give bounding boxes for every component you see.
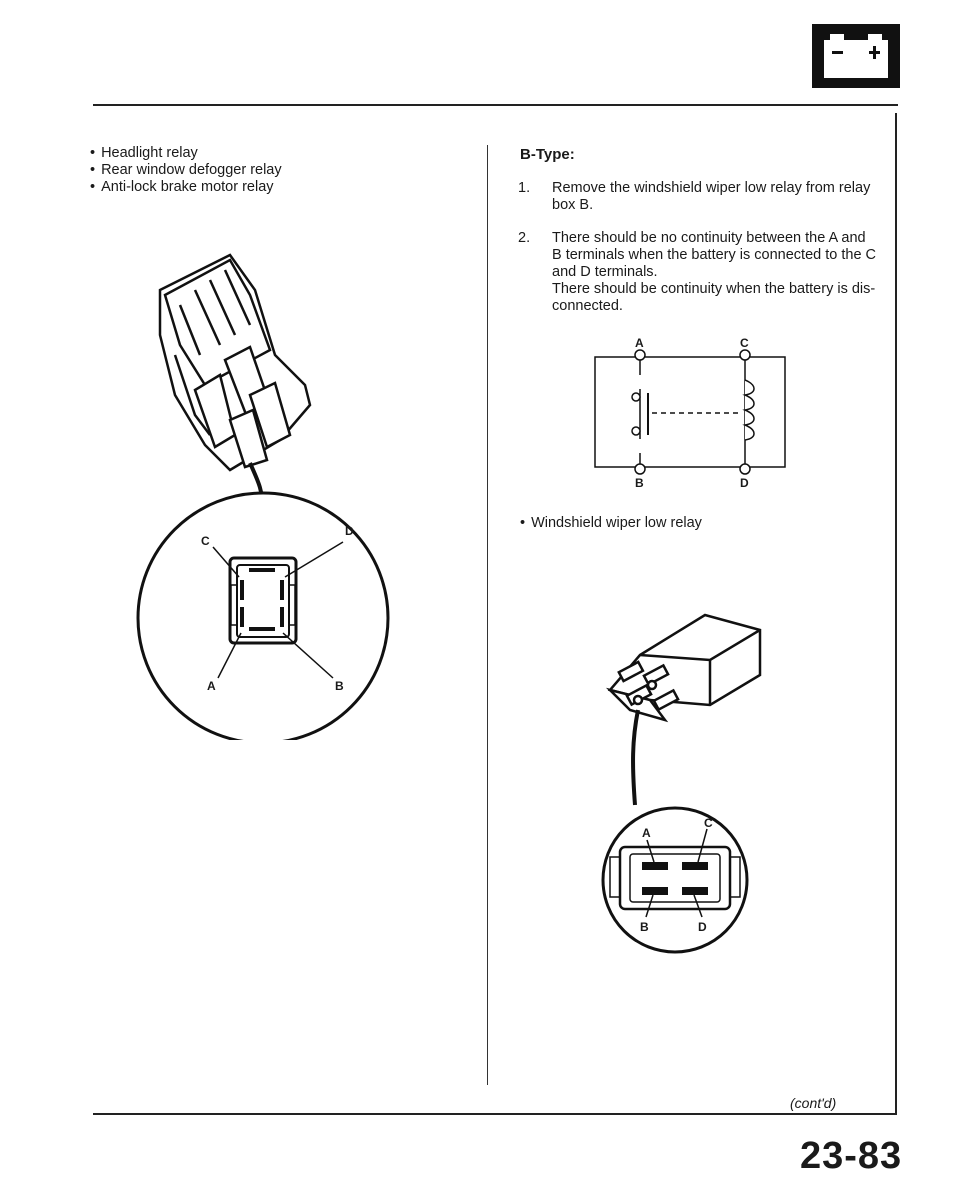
step-text-line: connected.	[552, 298, 623, 314]
footer-rule	[93, 1113, 897, 1115]
terminal-label-b: B	[335, 679, 344, 693]
schematic-label-d: D	[740, 476, 749, 490]
list-item: • Headlight relay	[90, 145, 282, 162]
list-item: • Rear window defogger relay	[90, 162, 282, 179]
step-text-line: Remove the windshield wiper low relay from relay	[552, 180, 871, 196]
battery-icon	[810, 22, 902, 90]
wiper-terminal-d: D	[698, 920, 707, 934]
step-text-line: There should be continuity when the battery is dis-	[552, 281, 876, 297]
wiper-relay-illustration	[590, 605, 780, 965]
section-heading: B-Type:	[520, 146, 575, 163]
step-1	[518, 180, 898, 220]
step-number: 2.	[518, 230, 531, 246]
schematic-label-a: A	[635, 336, 644, 350]
schematic-label-c: C	[740, 336, 749, 350]
step-text-line: and D terminals.	[552, 264, 658, 280]
terminal-label-c: C	[201, 534, 210, 548]
page-number: 23-83	[800, 1135, 903, 1177]
list-item: • Anti-lock brake motor relay	[90, 179, 282, 196]
step-number: 1.	[518, 180, 531, 196]
wiper-terminal-c: C	[704, 816, 713, 830]
step-text-line: B terminals when the battery is connected to the C	[552, 247, 877, 263]
header-rule	[93, 104, 898, 106]
terminal-label-d: D	[345, 524, 354, 538]
step-text-line: box B.	[552, 197, 594, 213]
step-2	[518, 230, 898, 320]
wiper-terminal-a: A	[642, 826, 651, 840]
wiper-terminal-b: B	[640, 920, 649, 934]
continued-note: (cont'd)	[790, 1095, 837, 1111]
relay-body-drawing	[160, 255, 310, 470]
column-divider	[487, 145, 488, 1085]
terminal-label-a: A	[207, 679, 216, 693]
relay-type-list	[90, 145, 282, 196]
headlight-relay-illustration	[135, 235, 435, 740]
step-text-line: There should be no continuity between the A and	[552, 230, 866, 246]
wiper-relay-caption: • Windshield wiper low relay	[520, 515, 702, 531]
schematic-label-b: B	[635, 476, 644, 490]
relay-schematic	[590, 335, 790, 495]
